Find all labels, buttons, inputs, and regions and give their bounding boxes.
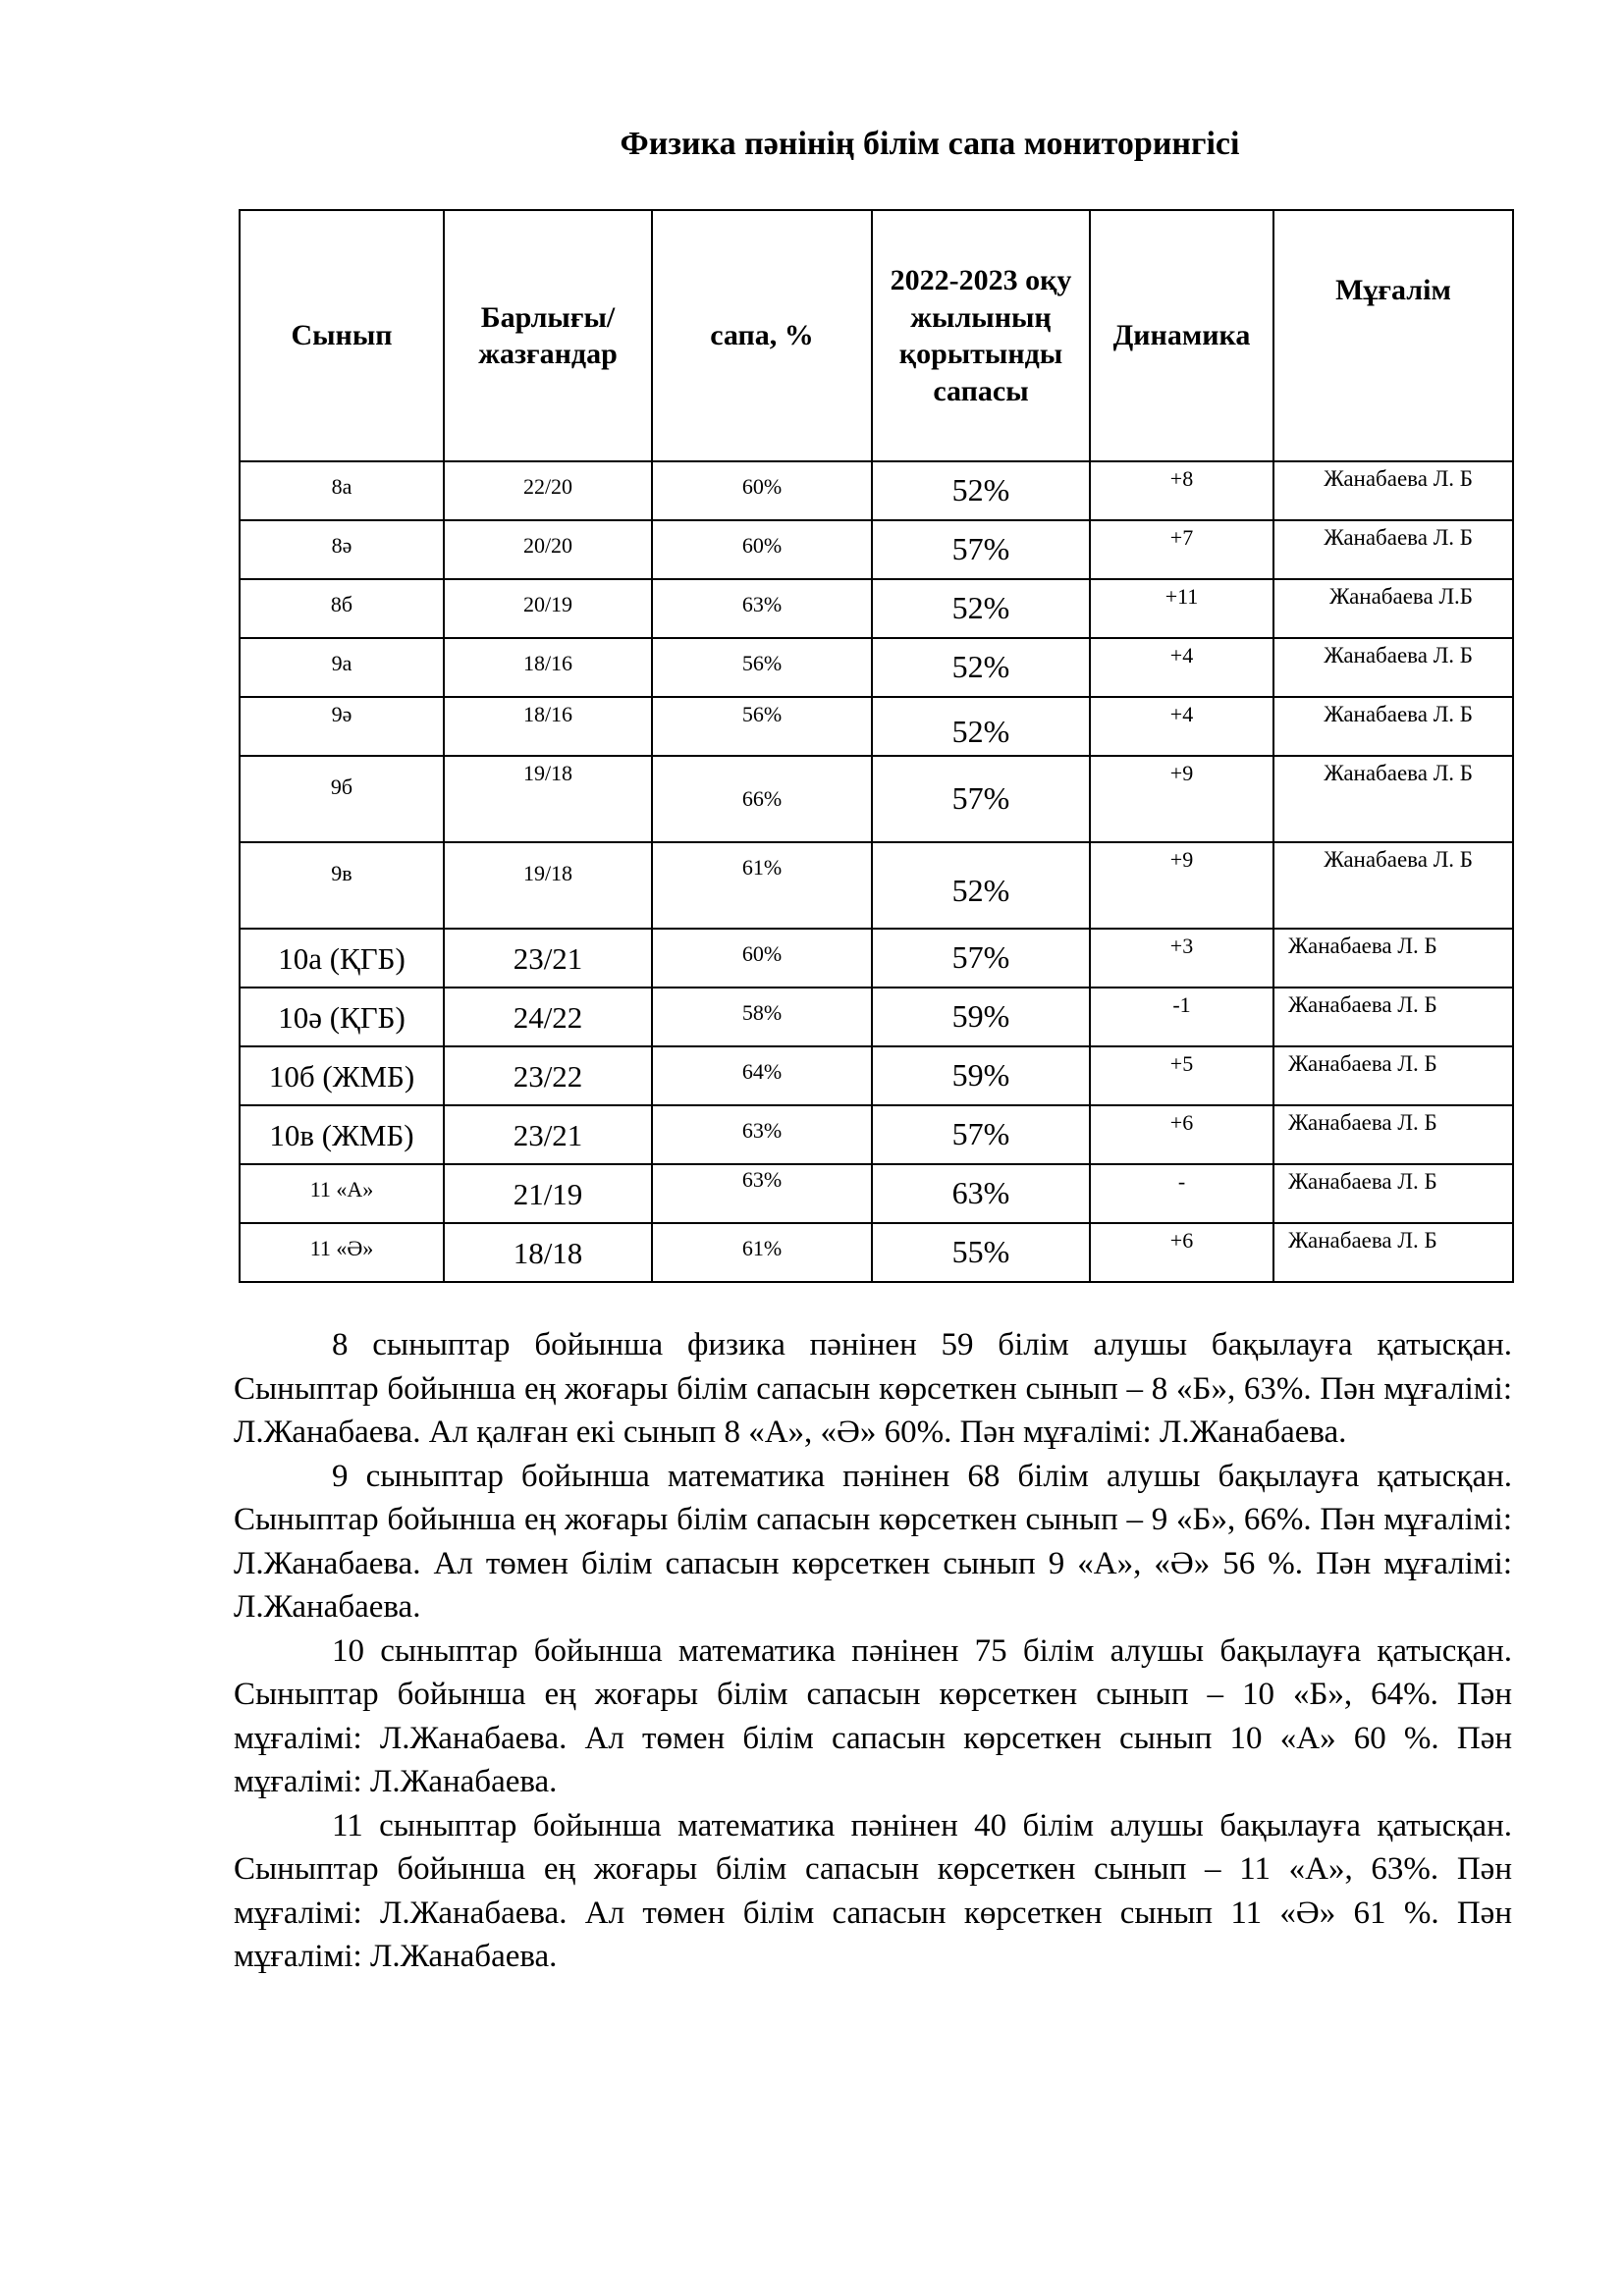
cell-teacher: [1273, 461, 1513, 520]
cell-teacher: [1273, 988, 1513, 1046]
cell-class: [240, 697, 444, 756]
class-value: 9а: [331, 651, 352, 675]
monitoring-table: [239, 209, 1514, 1283]
analysis-text: [234, 1323, 1512, 1979]
cell-dynamics: [1090, 579, 1273, 638]
cell-dynamics: [1090, 520, 1273, 579]
year-value: 57%: [951, 939, 1010, 975]
dynamics-value: +4: [1169, 643, 1194, 667]
dynamics-value: +9: [1169, 761, 1194, 785]
dynamics-value: +8: [1169, 466, 1194, 491]
cell-class: [240, 1223, 444, 1282]
class-value: 11 «А»: [309, 1177, 374, 1201]
year-value: 59%: [951, 1057, 1010, 1093]
dynamics-value: +6: [1169, 1228, 1194, 1253]
cell-total: [444, 520, 652, 579]
cell-year: [872, 1105, 1090, 1164]
table-header-row: [240, 210, 1513, 461]
table-row: [240, 842, 1513, 929]
cell-dynamics: [1090, 1105, 1273, 1164]
cell-class: [240, 1164, 444, 1223]
cell-teacher: [1273, 842, 1513, 929]
cell-year: [872, 1223, 1090, 1282]
cell-total: [444, 1046, 652, 1105]
dynamics-value: +11: [1164, 584, 1199, 609]
teacher-value: Жанабаева Л. Б: [1288, 1110, 1437, 1135]
cell-class: [240, 461, 444, 520]
table-row: [240, 988, 1513, 1046]
page-title: Физика пәнінің білім сапа мониторингісі: [620, 126, 1240, 162]
quality-value: 66%: [741, 786, 783, 811]
cell-teacher: [1273, 1046, 1513, 1105]
total-value: 23/21: [513, 1118, 583, 1152]
total-value: 23/22: [513, 1059, 583, 1094]
teacher-value: Жанабаева Л. Б: [1288, 1051, 1437, 1076]
year-value: 52%: [951, 714, 1010, 749]
cell-teacher: [1273, 579, 1513, 638]
class-value: 9б: [330, 774, 353, 799]
teacher-value: Жанабаева Л. Б: [1288, 992, 1437, 1017]
cell-class: [240, 579, 444, 638]
paragraph-grade-10: 10 сыныптар бойынша математика пәнінен 75 білім алушы бақылауға қатысқан. Сыныптар бойынша ең жоғары білім сапасын көрсеткен сынып – 10 «Б», 64%. Пән мұғалімі: Л.Жанабаева. Ал төмен білім сапасын көрсеткен сынып 10 «А» 60 %. Пән мұғалімі: Л.Жанабаева.: [234, 1632, 1512, 1799]
cell-class: [240, 1046, 444, 1105]
cell-quality: [652, 756, 872, 842]
cell-total: [444, 929, 652, 988]
cell-total: [444, 1105, 652, 1164]
total-value: 20/20: [522, 533, 573, 558]
cell-year: [872, 461, 1090, 520]
cell-dynamics: [1090, 756, 1273, 842]
table-row: [240, 1164, 1513, 1223]
cell-quality: [652, 1105, 872, 1164]
teacher-value: Жанабаева Л. Б: [1324, 761, 1473, 785]
table-row: [240, 1046, 1513, 1105]
cell-class: [240, 842, 444, 929]
class-value: 11 «Ә»: [309, 1236, 374, 1260]
dynamics-value: +5: [1169, 1051, 1194, 1076]
cell-quality: [652, 1164, 872, 1223]
header-quality: сапа, %: [652, 210, 872, 461]
class-value: 8а: [331, 474, 352, 499]
cell-total: [444, 638, 652, 697]
cell-dynamics: [1090, 461, 1273, 520]
cell-total: [444, 1223, 652, 1282]
cell-year: [872, 1164, 1090, 1223]
cell-total: [444, 756, 652, 842]
year-value: 57%: [951, 780, 1010, 816]
cell-class: [240, 929, 444, 988]
cell-dynamics: [1090, 988, 1273, 1046]
cell-teacher: [1273, 1164, 1513, 1223]
quality-value: 56%: [741, 702, 783, 726]
total-value: 20/19: [522, 592, 573, 616]
dynamics-value: +4: [1169, 702, 1194, 726]
cell-year: [872, 842, 1090, 929]
dynamics-value: -1: [1172, 992, 1191, 1017]
cell-year: [872, 929, 1090, 988]
total-value: 21/19: [513, 1177, 583, 1211]
year-value: 52%: [951, 590, 1010, 625]
cell-class: [240, 520, 444, 579]
cell-teacher: [1273, 520, 1513, 579]
total-value: 22/20: [522, 474, 573, 499]
cell-teacher: [1273, 929, 1513, 988]
dynamics-value: -: [1177, 1169, 1186, 1194]
teacher-value: Жанабаева Л. Б: [1324, 702, 1473, 726]
cell-dynamics: [1090, 697, 1273, 756]
cell-class: [240, 638, 444, 697]
teacher-value: Жанабаева Л. Б: [1324, 525, 1473, 550]
cell-class: [240, 756, 444, 842]
cell-total: [444, 697, 652, 756]
cell-total: [444, 461, 652, 520]
year-value: 55%: [951, 1234, 1010, 1269]
year-value: 63%: [951, 1175, 1010, 1210]
cell-quality: [652, 842, 872, 929]
quality-value: 60%: [741, 474, 783, 499]
cell-dynamics: [1090, 929, 1273, 988]
total-value: 19/18: [522, 861, 573, 885]
paragraph-grade-9: 9 сыныптар бойынша математика пәнінен 68 білім алушы бақылауға қатысқан. Сыныптар бойынша ең жоғары білім сапасын көрсеткен сынып – 9 «Б», 66%. Пән мұғалімі: Л.Жанабаева. Ал төмен білім сапасын көрсеткен сынып 9 «А», «Ә» 56 %. Пән мұғалімі: Л.Жанабаева.: [234, 1458, 1512, 1625]
quality-value: 56%: [741, 651, 783, 675]
class-value: 9в: [331, 861, 352, 885]
quality-value: 64%: [741, 1059, 783, 1084]
table-row: [240, 1105, 1513, 1164]
header-year: 2022-2023 оқу жылының қорытынды сапасы: [872, 210, 1090, 461]
cell-quality: [652, 988, 872, 1046]
cell-class: [240, 988, 444, 1046]
quality-value: 61%: [741, 1236, 783, 1260]
year-value: 52%: [951, 472, 1010, 507]
class-value: 9ә: [331, 702, 352, 726]
table-row: [240, 929, 1513, 988]
cell-dynamics: [1090, 842, 1273, 929]
dynamics-value: +9: [1169, 847, 1194, 872]
teacher-value: Жанабаева Л. Б: [1324, 847, 1473, 872]
cell-quality: [652, 461, 872, 520]
cell-quality: [652, 1223, 872, 1282]
cell-teacher: [1273, 638, 1513, 697]
total-value: 23/21: [513, 941, 583, 976]
year-value: 59%: [951, 998, 1010, 1034]
table-row: [240, 461, 1513, 520]
year-value: 52%: [951, 873, 1010, 908]
table-row: [240, 1223, 1513, 1282]
quality-value: 63%: [741, 1118, 783, 1143]
quality-value: 61%: [741, 855, 783, 880]
cell-year: [872, 579, 1090, 638]
cell-total: [444, 579, 652, 638]
total-value: 19/18: [522, 761, 573, 785]
class-value: 10а (ҚГБ): [278, 941, 406, 976]
header-total: Барлығы/ жазғандар: [444, 210, 652, 461]
dynamics-value: +6: [1169, 1110, 1194, 1135]
total-value: 18/18: [513, 1236, 583, 1270]
total-value: 18/16: [522, 651, 573, 675]
class-value: 8ә: [331, 533, 352, 558]
teacher-value: Жанабаева Л.Б: [1329, 584, 1473, 609]
cell-dynamics: [1090, 638, 1273, 697]
cell-quality: [652, 929, 872, 988]
total-value: 24/22: [513, 1000, 583, 1035]
class-value: 10б (ЖМБ): [268, 1059, 415, 1094]
dynamics-value: +3: [1169, 934, 1194, 958]
year-value: 57%: [951, 1116, 1010, 1151]
quality-value: 63%: [741, 1167, 783, 1192]
table-row: [240, 638, 1513, 697]
table-row: [240, 520, 1513, 579]
cell-year: [872, 520, 1090, 579]
teacher-value: Жанабаева Л. Б: [1324, 466, 1473, 491]
cell-year: [872, 638, 1090, 697]
quality-value: 63%: [741, 592, 783, 616]
cell-class: [240, 1105, 444, 1164]
cell-quality: [652, 697, 872, 756]
teacher-value: Жанабаева Л. Б: [1324, 643, 1473, 667]
cell-quality: [652, 579, 872, 638]
cell-total: [444, 988, 652, 1046]
cell-teacher: [1273, 1105, 1513, 1164]
cell-quality: [652, 638, 872, 697]
cell-year: [872, 756, 1090, 842]
teacher-value: Жанабаева Л. Б: [1288, 1228, 1437, 1253]
cell-quality: [652, 1046, 872, 1105]
cell-year: [872, 988, 1090, 1046]
class-value: 10в (ЖМБ): [269, 1118, 414, 1152]
paragraph-grade-8: 8 сыныптар бойынша физика пәнінен 59 білім алушы бақылауға қатысқан. Сыныптар бойынша ең жоғары білім сапасын көрсеткен сынып – 8 «Б», 63%. Пән мұғалімі: Л.Жанабаева. Ал қалған екі сынып 8 «А», «Ә» 60%. Пән мұғалімі: Л.Жанабаева.: [234, 1327, 1512, 1450]
year-value: 52%: [951, 649, 1010, 684]
cell-year: [872, 697, 1090, 756]
cell-total: [444, 1164, 652, 1223]
header-class: Сынып: [240, 210, 444, 461]
teacher-value: Жанабаева Л. Б: [1288, 934, 1437, 958]
paragraph-grade-11: 11 сыныптар бойынша математика пәнінен 40 білім алушы бақылауға қатысқан. Сыныптар бойынша ең жоғары білім сапасын көрсеткен сынып – 11 «А», 63%. Пән мұғалімі: Л.Жанабаева. Ал төмен білім сапасын көрсеткен сынып 11 «Ә» 61 %. Пән мұғалімі: Л.Жанабаева.: [234, 1807, 1512, 1974]
dynamics-value: +7: [1169, 525, 1194, 550]
table-row: [240, 697, 1513, 756]
cell-dynamics: [1090, 1164, 1273, 1223]
cell-teacher: [1273, 697, 1513, 756]
quality-value: 60%: [741, 533, 783, 558]
cell-dynamics: [1090, 1223, 1273, 1282]
teacher-value: Жанабаева Л. Б: [1288, 1169, 1437, 1194]
year-value: 57%: [951, 531, 1010, 566]
header-teacher: Мұғалім: [1273, 210, 1513, 461]
total-value: 18/16: [522, 702, 573, 726]
class-value: 10ә (ҚГБ): [278, 1000, 406, 1035]
class-value: 8б: [330, 592, 353, 616]
cell-quality: [652, 520, 872, 579]
quality-value: 60%: [741, 941, 783, 966]
cell-year: [872, 1046, 1090, 1105]
cell-total: [444, 842, 652, 929]
table-row: [240, 579, 1513, 638]
cell-teacher: [1273, 1223, 1513, 1282]
cell-dynamics: [1090, 1046, 1273, 1105]
table-row: [240, 756, 1513, 842]
cell-teacher: [1273, 756, 1513, 842]
header-dynamics: Динамика: [1090, 210, 1273, 461]
quality-value: 58%: [741, 1000, 783, 1025]
